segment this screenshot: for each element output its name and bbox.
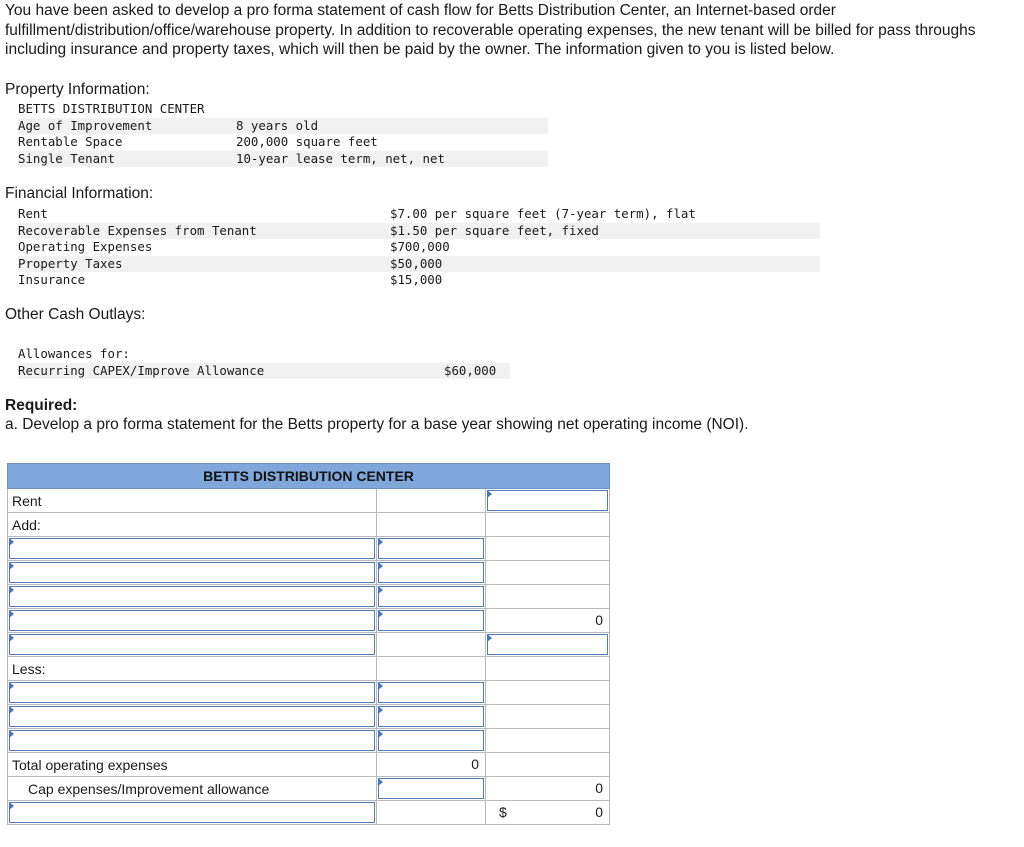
allowances-label: Allowances for:	[18, 346, 130, 361]
add-row-4	[8, 609, 610, 633]
add-row-2	[8, 561, 610, 585]
noi-row	[8, 801, 610, 825]
add-item-label-input-3[interactable]	[9, 586, 375, 607]
financial-heading: Financial Information:	[5, 185, 154, 202]
less-item-label-input-1[interactable]	[9, 682, 375, 703]
cap-row	[8, 777, 610, 801]
property-row: Age of Improvement 8 years old	[18, 118, 548, 135]
add-row-1	[8, 537, 610, 561]
total-opex-value: 0	[471, 756, 479, 772]
gross-income-row	[8, 633, 610, 657]
rent-row	[8, 489, 610, 513]
rent-amount-input[interactable]	[487, 490, 608, 511]
noi-value: 0	[595, 804, 604, 820]
less-item-label-input-3[interactable]	[9, 730, 375, 751]
financial-row: Rent $7.00 per square feet (7-year term), flat	[18, 206, 696, 221]
less-label: Less:	[8, 657, 377, 681]
problem-intro: You have been asked to develop a pro forma statement of cash flow for Betts Distribution Center, an Internet-based order fulfillment/distribution/office/warehouse property. In addition to recoverable operating expenses, the new tenant will be billed for pass throughs including insurance and property taxes, which will then be paid by the owner. The information given to you is listed below.	[5, 2, 976, 58]
add-item-amount-input-1[interactable]	[378, 538, 484, 559]
property-row: Single Tenant 10-year lease term, net, net	[18, 151, 548, 168]
cap-total-value: 0	[595, 780, 604, 796]
add-item-amount-input-4[interactable]	[378, 610, 484, 631]
less-item-label-input-2[interactable]	[9, 706, 375, 727]
financial-row: Insurance $15,000	[18, 272, 443, 287]
less-row-2	[8, 705, 610, 729]
add-subtotal: 0	[595, 612, 604, 628]
property-title: BETTS DISTRIBUTION CENTER	[18, 101, 205, 116]
total-opex-row	[8, 753, 610, 777]
noi-label-input[interactable]	[9, 802, 375, 823]
cap-amount-input[interactable]	[378, 778, 484, 799]
rent-label: Rent	[8, 489, 377, 513]
other-heading: Other Cash Outlays:	[5, 306, 146, 323]
add-item-amount-input-3[interactable]	[378, 586, 484, 607]
less-item-amount-input-1[interactable]	[378, 682, 484, 703]
required-part-a: a. Develop a pro forma statement for the Betts property for a base year showing net operating income (NOI).	[5, 416, 749, 433]
noi-worksheet	[7, 463, 610, 825]
required-heading: Required:	[5, 397, 78, 414]
add-label: Add:	[8, 513, 377, 537]
financial-row: Operating Expenses $700,000	[18, 239, 450, 254]
financial-info-table	[18, 206, 820, 289]
add-item-label-input-4[interactable]	[9, 610, 375, 631]
less-item-amount-input-3[interactable]	[378, 730, 484, 751]
less-row-3	[8, 729, 610, 753]
other-info-table	[18, 346, 510, 379]
cap-label: Cap expenses/Improvement allowance	[8, 777, 377, 801]
property-heading: Property Information:	[5, 81, 150, 98]
financial-row: Recoverable Expenses from Tenant $1.50 per square feet, fixed	[18, 223, 820, 240]
total-opex-label: Total operating expenses	[8, 753, 377, 777]
add-item-label-input-2[interactable]	[9, 562, 375, 583]
noi-dollar-sign: $	[499, 804, 507, 820]
gross-income-label-input[interactable]	[9, 634, 375, 655]
property-row: Rentable Space 200,000 square feet	[18, 134, 378, 149]
add-row-3	[8, 585, 610, 609]
add-item-amount-input-2[interactable]	[378, 562, 484, 583]
less-item-amount-input-2[interactable]	[378, 706, 484, 727]
gross-income-amount-input[interactable]	[487, 634, 608, 655]
capex-row: Recurring CAPEX/Improve Allowance $60,000	[18, 363, 510, 380]
add-item-label-input-1[interactable]	[9, 538, 375, 559]
financial-row: Property Taxes $50,000	[18, 256, 820, 273]
worksheet-title: BETTS DISTRIBUTION CENTER	[8, 464, 610, 489]
property-info-table	[18, 101, 548, 167]
less-row-1	[8, 681, 610, 705]
